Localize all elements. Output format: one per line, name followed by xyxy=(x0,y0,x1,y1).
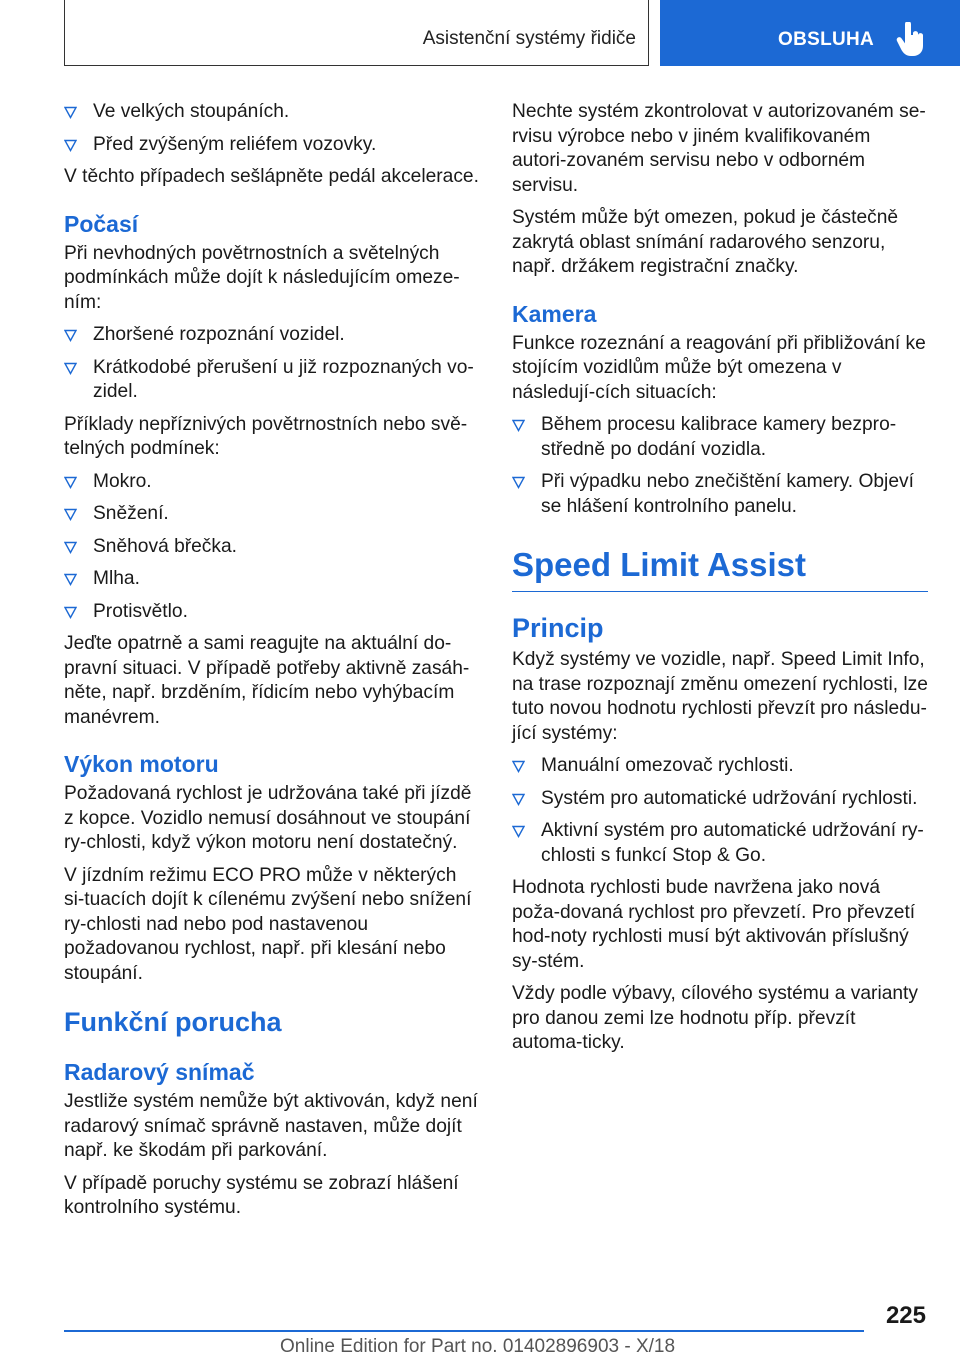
triangle-bullet-icon xyxy=(64,139,77,152)
heading-funkcni-porucha: Funkční porucha xyxy=(64,1007,282,1037)
list-item: Aktivní systém pro automatické udržování ry-chlosti s funkcí Stop & Go. xyxy=(512,819,928,868)
paragraph: Systém může být omezen, pokud je částečně zakrytá oblast snímání radarového senzoru, např. držákem registrační značky. xyxy=(512,207,899,277)
list-item: Manuální omezovač rychlosti. xyxy=(512,754,928,779)
header-left-rule xyxy=(64,0,65,66)
hand-pointer-icon xyxy=(896,22,926,56)
list-item: Zhoršené rozpoznání vozidel. xyxy=(64,323,480,348)
list-item: Systém pro automatické udržování rychlosti. xyxy=(512,787,928,812)
triangle-bullet-icon xyxy=(512,760,525,773)
chapter-title: Asistenční systémy řidiče xyxy=(422,28,636,49)
triangle-bullet-icon xyxy=(512,476,525,489)
triangle-bullet-icon xyxy=(64,541,77,554)
header-bottom-rule xyxy=(64,65,649,66)
list-item: Mlha. xyxy=(64,567,480,592)
heading-radarovy-snimac: Radarový snímač xyxy=(64,1059,255,1085)
triangle-bullet-icon xyxy=(64,508,77,521)
paragraph: Při nevhodných povětrnostních a světelných podmínkách může dojít k následujícím omeze-ním: xyxy=(64,242,460,313)
triangle-bullet-icon xyxy=(64,573,77,586)
heading-speed-limit-assist: Speed Limit Assist xyxy=(512,545,928,592)
triangle-bullet-icon xyxy=(64,362,77,375)
paragraph: Příklady nepříznivých povětrnostních nebo svě-telných podmínek: xyxy=(64,413,468,459)
list-item: Ve velkých stoupáních. xyxy=(64,100,480,125)
triangle-bullet-icon xyxy=(512,793,525,806)
paragraph: Jestliže systém nemůže být aktivován, když není radarový snímač správně nastaven, může dojít např. ke škodám při parkování. xyxy=(64,1091,478,1161)
paragraph: Funkce rozeznání a reagování při přibližování ke stojícím vozidlům může být omezena v následují-cích situacích: xyxy=(512,332,926,403)
paragraph: Vždy podle výbavy, cílového systému a varianty pro danou zemi lze hodnotu příp. převzít automa-ticky. xyxy=(512,983,918,1053)
triangle-bullet-icon xyxy=(512,419,525,432)
paragraph: Požadovaná rychlost je udržována také při jízdě z kopce. Vozidlo nemusí dosáhnout ve stoupání ry-chlosti, když výkon motoru není dostatečný. xyxy=(64,783,472,853)
paragraph: Když systémy ve vozidle, např. Speed Limit Info, na trase rozpoznají změnu omezení rychlosti, lze tuto novou hodnotu rychlosti převzít pro následu-jící systémy: xyxy=(512,649,928,744)
list-item: Sněžení. xyxy=(64,502,480,527)
paragraph: Nechte systém zkontrolovat v autorizovaném se-rvisu výrobce nebo v jiném kvalifikovaném autori-zovaném servisu nebo v odborném servisu. xyxy=(512,101,926,196)
paragraph: Hodnota rychlosti bude navržena jako nová poža-dovaná rychlost pro převzetí. Pro převzetí hod-noty rychlosti musí být aktivován příslušný sy-stém. xyxy=(512,877,916,972)
header-right-rule xyxy=(648,0,649,66)
list-item: Sněhová břečka. xyxy=(64,535,480,560)
paragraph: V těchto případech sešlápněte pedál akcelerace. xyxy=(64,166,479,187)
list-item: Při výpadku nebo znečištění kamery. Objeví se hlášení kontrolního panelu. xyxy=(512,470,928,519)
triangle-bullet-icon xyxy=(64,106,77,119)
heading-vykon-motoru: Výkon motoru xyxy=(64,751,219,777)
left-column xyxy=(64,100,480,1229)
triangle-bullet-icon xyxy=(64,329,77,342)
section-tab[interactable] xyxy=(660,0,960,66)
heading-pocasi: Počasí xyxy=(64,210,139,237)
list-item: Krátkodobé přerušení u již rozpoznaných vo-zidel. xyxy=(64,356,480,405)
list-item: Protisvětlo. xyxy=(64,600,480,625)
paragraph: V případě poruchy systému se zobrazí hlášení kontrolního systému. xyxy=(64,1172,459,1218)
heading-kamera: Kamera xyxy=(512,300,597,327)
list-item: Před zvýšeným reliéfem vozovky. xyxy=(64,133,480,158)
triangle-bullet-icon xyxy=(64,606,77,619)
right-column xyxy=(512,100,928,1064)
list-item: Mokro. xyxy=(64,470,480,495)
triangle-bullet-icon xyxy=(512,825,525,838)
edition-footer: Online Edition for Part no. 01402896903 - X/18 xyxy=(280,1336,676,1357)
section-tab-label: OBSLUHA xyxy=(778,29,875,50)
triangle-bullet-icon xyxy=(64,476,77,489)
paragraph: V jízdním režimu ECO PRO může v některých si-tuacích dojít k cílenému zvýšení nebo snížení ry-chlosti nad nebo pod nastavenou požadovanou rychlost, např. při klesání nebo stoupání. xyxy=(64,864,472,984)
footer-rule xyxy=(64,1330,864,1332)
page-header xyxy=(0,0,960,66)
heading-princip: Princip xyxy=(512,613,604,643)
list-item: Během procesu kalibrace kamery bezpro-středně po dodání vozidla. xyxy=(512,413,928,462)
paragraph: Jeďte opatrně a sami reagujte na aktuální do-pravní situaci. V případě potřeby aktivně zasáh-něte, např. brzděním, řídicím nebo vyhýbacím manévrem. xyxy=(64,633,470,728)
page-number: 225 xyxy=(885,1302,926,1329)
